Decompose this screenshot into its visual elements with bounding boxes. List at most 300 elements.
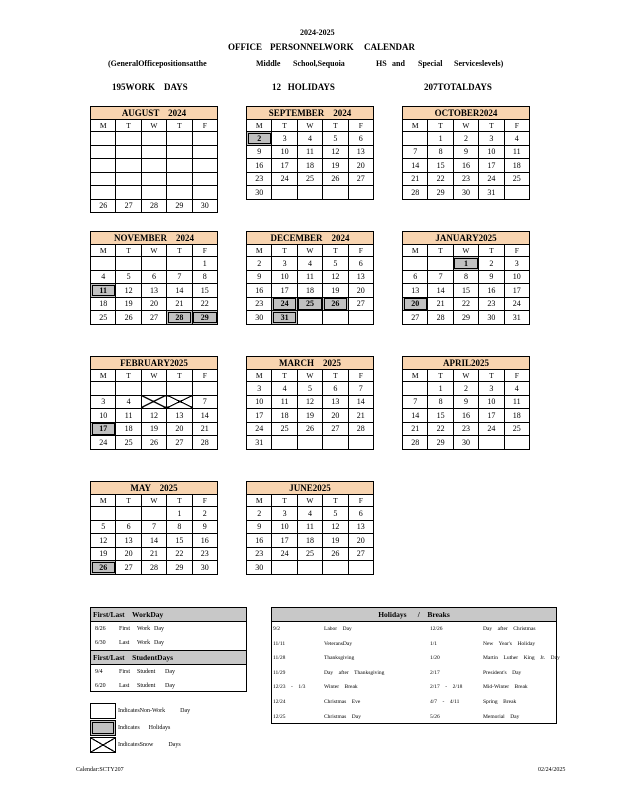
day-cell: 22 (167, 547, 192, 561)
subtitle-middle: Middle (256, 59, 281, 68)
day-cell (348, 186, 373, 200)
day-cell: 23 (192, 547, 217, 561)
subtitle-hs: HS (376, 59, 387, 68)
week-row (247, 561, 374, 575)
week-row (91, 270, 218, 284)
week-row (403, 311, 530, 325)
week-row (403, 297, 530, 311)
workday-row (91, 622, 246, 636)
holiday-date: 11/11 (273, 640, 286, 647)
day-cell (167, 145, 192, 159)
title-office: OFFICE (228, 42, 263, 52)
day-cell (192, 145, 217, 159)
week-row (247, 159, 374, 173)
holiday-date: 5/26 (430, 713, 440, 720)
day-cell: 11 (297, 520, 322, 534)
day-cell (141, 145, 166, 159)
holiday-date: 11/28 (273, 655, 286, 662)
holiday-day-cell: 28 (167, 311, 192, 325)
weekday-header: M (247, 370, 272, 382)
day-cell: 16 (192, 534, 217, 548)
day-cell: 20 (116, 547, 141, 561)
holiday-row (272, 666, 556, 681)
day-cell: 9 (192, 520, 217, 534)
month-title: FEBRUARY2025 (91, 357, 218, 370)
day-cell: 22 (428, 422, 453, 436)
weekday-header: F (504, 370, 529, 382)
title-calendar: CALENDAR (364, 42, 416, 52)
day-cell (91, 507, 116, 521)
day-cell: 16 (247, 534, 272, 548)
day-cell: 8 (428, 145, 453, 159)
weekday-header: W (453, 370, 478, 382)
holiday-name: New Year's Holiday (483, 640, 536, 647)
day-cell (323, 186, 348, 200)
day-cell (91, 257, 116, 271)
holiday-day-cell: 17 (91, 422, 116, 436)
day-cell (323, 311, 348, 325)
work-days-count: 195WORK DAYS (112, 82, 188, 92)
day-cell: 10 (272, 270, 297, 284)
holiday-name: Day after Christmas (483, 626, 536, 632)
week-row (247, 311, 374, 325)
day-cell: 3 (479, 132, 504, 146)
day-cell: 25 (116, 436, 141, 450)
week-row (91, 172, 218, 186)
day-cell (141, 159, 166, 173)
day-cell (116, 257, 141, 271)
day-cell: 16 (453, 159, 478, 173)
day-cell: 19 (141, 422, 166, 436)
weekday-header: T (479, 370, 504, 382)
day-cell (192, 186, 217, 200)
day-cell (192, 172, 217, 186)
day-cell (91, 186, 116, 200)
day-cell: 11 (297, 145, 322, 159)
day-cell: 15 (453, 284, 478, 298)
day-cell (348, 561, 373, 575)
day-cell: 6 (348, 257, 373, 271)
weekday-header: W (297, 495, 322, 507)
holiday-day-cell: 29 (192, 311, 217, 325)
subtitle-special: Special (418, 59, 443, 68)
week-row (91, 145, 218, 159)
day-cell: 23 (479, 297, 504, 311)
student-day-date: 9/4 (95, 669, 103, 675)
day-cell: 4 (91, 270, 116, 284)
day-cell: 5 (91, 520, 116, 534)
day-cell: 23 (453, 422, 478, 436)
week-row (247, 145, 374, 159)
day-cell: 6 (348, 132, 373, 146)
week-row (91, 382, 218, 396)
week-row (91, 561, 218, 575)
day-cell: 8 (428, 395, 453, 409)
day-cell (141, 507, 166, 521)
week-row (91, 159, 218, 173)
month-title: NOVEMBER 2024 (91, 232, 218, 245)
day-cell (348, 436, 373, 450)
day-cell: 13 (348, 145, 373, 159)
day-cell: 17 (504, 284, 529, 298)
day-cell: 1 (428, 132, 453, 146)
day-cell: 4 (272, 382, 297, 396)
day-cell: 28 (403, 436, 428, 450)
weekday-header: M (91, 245, 116, 257)
weekday-header: T (167, 120, 192, 132)
holidays-breaks-header: Holidays / Breaks (272, 608, 556, 622)
legend-non-work-swatch (90, 703, 116, 719)
day-cell: 17 (272, 159, 297, 173)
weekday-header: F (348, 495, 373, 507)
day-cell: 6 (116, 520, 141, 534)
day-cell: 29 (167, 199, 192, 213)
weekday-header: T (479, 245, 504, 257)
holiday-date: 12/26 (430, 626, 443, 632)
week-row (91, 132, 218, 146)
week-row (91, 520, 218, 534)
legend-holiday-label: Indicates Holidays (118, 725, 171, 731)
day-cell: 19 (297, 409, 322, 423)
day-cell: 26 (297, 422, 322, 436)
day-cell (272, 186, 297, 200)
day-cell: 8 (167, 520, 192, 534)
day-cell: 5 (297, 382, 322, 396)
weekday-header: W (297, 370, 322, 382)
holiday-name: Memorial Day (483, 713, 520, 720)
day-cell: 12 (116, 284, 141, 298)
day-cell: 14 (403, 409, 428, 423)
holiday-name: Martin Luther King Jr. Day (483, 655, 560, 662)
holiday-date: 1/20 (430, 655, 440, 662)
weekday-header: T (116, 370, 141, 382)
day-cell: 13 (348, 270, 373, 284)
footer-date: 02/24/2025 (538, 767, 566, 773)
weekday-header: F (348, 120, 373, 132)
day-cell (297, 561, 322, 575)
day-cell: 18 (116, 422, 141, 436)
day-cell: 17 (272, 284, 297, 298)
day-cell: 10 (479, 145, 504, 159)
day-cell: 22 (453, 297, 478, 311)
holiday-name: Winter Break (324, 684, 358, 691)
day-cell: 6 (141, 270, 166, 284)
holiday-day-cell: 26 (91, 561, 116, 575)
weekday-header: T (323, 370, 348, 382)
student-day-word-3: Day (165, 669, 175, 675)
day-cell: 7 (403, 145, 428, 159)
day-cell: 3 (91, 395, 116, 409)
holiday-date: 12/24 (273, 698, 286, 705)
day-cell (116, 507, 141, 521)
day-cell (348, 311, 373, 325)
day-cell: 9 (247, 520, 272, 534)
day-cell: 24 (272, 172, 297, 186)
day-cell (323, 436, 348, 450)
day-cell: 23 (247, 297, 272, 311)
holiday-row (272, 695, 556, 710)
day-cell: 3 (247, 382, 272, 396)
weekday-header: F (192, 120, 217, 132)
title-personnel-work: PERSONNELWORK (270, 42, 354, 52)
day-cell: 6 (403, 270, 428, 284)
holiday-day-cell: 26 (323, 297, 348, 311)
week-row (91, 436, 218, 450)
day-cell: 18 (272, 409, 297, 423)
day-cell: 3 (272, 507, 297, 521)
day-cell: 24 (479, 422, 504, 436)
day-cell: 18 (504, 409, 529, 423)
day-cell (428, 257, 453, 271)
day-cell: 12 (297, 395, 322, 409)
day-cell (403, 382, 428, 396)
weekday-header: T (272, 370, 297, 382)
day-cell (141, 172, 166, 186)
day-cell: 7 (141, 520, 166, 534)
day-cell: 4 (297, 507, 322, 521)
month-title: AUGUST 2024 (91, 107, 218, 120)
day-cell: 2 (192, 507, 217, 521)
day-cell (167, 172, 192, 186)
holiday-row (272, 622, 556, 637)
holiday-name: Spring Break (483, 698, 517, 705)
day-cell (192, 132, 217, 146)
subtitle-general-office: (GeneralOfficepositionsatthe (108, 59, 207, 68)
day-cell: 14 (167, 284, 192, 298)
week-row (247, 270, 374, 284)
week-row (403, 409, 530, 423)
legend-snow-swatch (90, 737, 116, 753)
weekday-header: W (297, 120, 322, 132)
day-cell: 21 (428, 297, 453, 311)
week-row (403, 145, 530, 159)
weekday-header: M (247, 495, 272, 507)
day-cell (504, 186, 529, 200)
weekday-header: T (323, 495, 348, 507)
day-cell (323, 561, 348, 575)
day-cell: 11 (504, 145, 529, 159)
legend-holiday-swatch (90, 720, 116, 736)
week-row (247, 284, 374, 298)
day-cell: 7 (428, 270, 453, 284)
holiday-row (272, 651, 560, 666)
holiday-day-cell: 31 (272, 311, 297, 325)
day-cell: 18 (297, 159, 322, 173)
day-cell (479, 436, 504, 450)
weekday-header: F (504, 120, 529, 132)
holiday-date: 12/23 - 1/3 (273, 684, 306, 691)
weekday-header: T (428, 120, 453, 132)
weekday-header: T (428, 245, 453, 257)
day-cell: 7 (167, 270, 192, 284)
day-cell: 5 (323, 132, 348, 146)
day-cell: 20 (141, 297, 166, 311)
weekday-header: M (403, 120, 428, 132)
day-cell: 6 (323, 382, 348, 396)
holiday-row (272, 710, 556, 725)
weekday-header: T (167, 495, 192, 507)
workday-word-1: Last (119, 640, 130, 646)
weekday-header: F (192, 370, 217, 382)
weekday-header: T (116, 120, 141, 132)
day-cell: 9 (453, 395, 478, 409)
day-cell: 21 (403, 422, 428, 436)
day-cell: 2 (247, 257, 272, 271)
legend-non-work-label: IndicatesNon-Work Day (118, 708, 191, 714)
day-cell: 30 (453, 186, 478, 200)
weekday-header: M (91, 120, 116, 132)
subtitle-and: and (392, 59, 405, 68)
day-cell: 21 (403, 172, 428, 186)
holiday-day-cell: 24 (272, 297, 297, 311)
day-cell: 9 (247, 145, 272, 159)
day-cell (91, 132, 116, 146)
day-cell (91, 145, 116, 159)
day-cell (141, 382, 166, 396)
day-cell: 27 (323, 422, 348, 436)
weekday-header: T (323, 245, 348, 257)
student-day-row (91, 665, 246, 679)
weekday-header: F (348, 245, 373, 257)
week-row (91, 422, 218, 436)
day-cell: 13 (116, 534, 141, 548)
workday-date: 8/26 (95, 626, 106, 632)
holiday-date: 12/25 (273, 713, 286, 720)
day-cell (167, 132, 192, 146)
holiday-name: President's Day (483, 669, 522, 676)
holiday-day-cell: 11 (91, 284, 116, 298)
day-cell: 15 (167, 534, 192, 548)
holidays-rows (272, 622, 560, 724)
holiday-day-cell: 1 (453, 257, 478, 271)
weekday-header: M (403, 245, 428, 257)
day-cell: 14 (141, 534, 166, 548)
week-row (403, 395, 530, 409)
day-cell: 1 (192, 257, 217, 271)
week-row (247, 534, 374, 548)
holidays-count: 12 HOLIDAYS (272, 82, 335, 92)
day-cell: 7 (403, 395, 428, 409)
day-cell: 27 (116, 199, 141, 213)
month-calendar (90, 106, 218, 213)
holiday-date: 2/17 (430, 669, 440, 676)
day-cell: 12 (323, 270, 348, 284)
month-calendar (246, 106, 374, 200)
student-day-date: 6/20 (95, 683, 106, 689)
day-cell: 28 (192, 436, 217, 450)
week-row (247, 257, 374, 271)
week-row (247, 422, 374, 436)
month-calendar (246, 356, 374, 450)
day-cell: 21 (167, 297, 192, 311)
day-cell: 13 (141, 284, 166, 298)
day-cell: 24 (91, 436, 116, 450)
week-row (403, 159, 530, 173)
week-row (91, 297, 218, 311)
day-cell: 27 (116, 561, 141, 575)
day-cell: 16 (247, 284, 272, 298)
day-cell: 20 (348, 284, 373, 298)
day-cell: 18 (297, 284, 322, 298)
holiday-date: 1/1 (430, 640, 438, 647)
weekday-header: M (247, 120, 272, 132)
day-cell: 17 (247, 409, 272, 423)
week-row (403, 284, 530, 298)
day-cell: 17 (272, 534, 297, 548)
day-cell (272, 561, 297, 575)
day-cell: 2 (247, 507, 272, 521)
holiday-row (272, 680, 556, 695)
day-cell: 11 (116, 409, 141, 423)
day-cell: 28 (141, 561, 166, 575)
student-day-word-2: Student (137, 669, 156, 675)
weekday-header: M (247, 245, 272, 257)
month-calendar (90, 481, 218, 575)
day-cell: 24 (479, 172, 504, 186)
weekday-header: T (272, 245, 297, 257)
day-cell: 10 (247, 395, 272, 409)
day-cell: 13 (167, 409, 192, 423)
day-cell: 29 (167, 561, 192, 575)
day-cell: 24 (272, 547, 297, 561)
day-cell: 25 (297, 172, 322, 186)
week-row (403, 257, 530, 271)
day-cell (116, 186, 141, 200)
student-day-word-2: Student (137, 683, 156, 689)
day-cell: 12 (323, 145, 348, 159)
day-cell (167, 159, 192, 173)
week-row (403, 382, 530, 396)
week-row (247, 132, 374, 146)
holiday-name: Mid-Winter Break (483, 684, 528, 691)
day-cell: 18 (91, 297, 116, 311)
holiday-row (272, 637, 556, 652)
day-cell: 3 (479, 382, 504, 396)
day-cell: 20 (323, 409, 348, 423)
weekday-header: F (348, 370, 373, 382)
day-cell: 21 (348, 409, 373, 423)
student-day-word-1: First (119, 669, 131, 675)
day-cell: 11 (504, 395, 529, 409)
snow-day-cell (141, 395, 166, 409)
month-calendar (246, 231, 374, 325)
holiday-day-cell: 20 (403, 297, 428, 311)
day-cell (141, 257, 166, 271)
day-cell (116, 159, 141, 173)
day-cell: 15 (428, 409, 453, 423)
first-last-student-days-header: First/Last StudentDays (91, 650, 246, 665)
day-cell (192, 159, 217, 173)
day-cell: 25 (504, 422, 529, 436)
holiday-date: 4/7 - 4/11 (430, 698, 460, 705)
weekday-header: F (192, 245, 217, 257)
weekday-header: M (403, 370, 428, 382)
weekday-header: M (91, 495, 116, 507)
weekday-header: W (141, 245, 166, 257)
weekday-header: T (167, 370, 192, 382)
day-cell: 23 (247, 547, 272, 561)
holiday-name: Christmas Eve (324, 698, 361, 705)
day-cell: 4 (504, 382, 529, 396)
month-title: MARCH 2025 (247, 357, 374, 370)
day-cell: 5 (323, 257, 348, 271)
holiday-name: Labor Day (324, 626, 352, 632)
day-cell: 3 (272, 132, 297, 146)
day-cell: 30 (453, 436, 478, 450)
day-cell: 31 (479, 186, 504, 200)
day-cell: 1 (428, 382, 453, 396)
day-cell: 18 (504, 159, 529, 173)
